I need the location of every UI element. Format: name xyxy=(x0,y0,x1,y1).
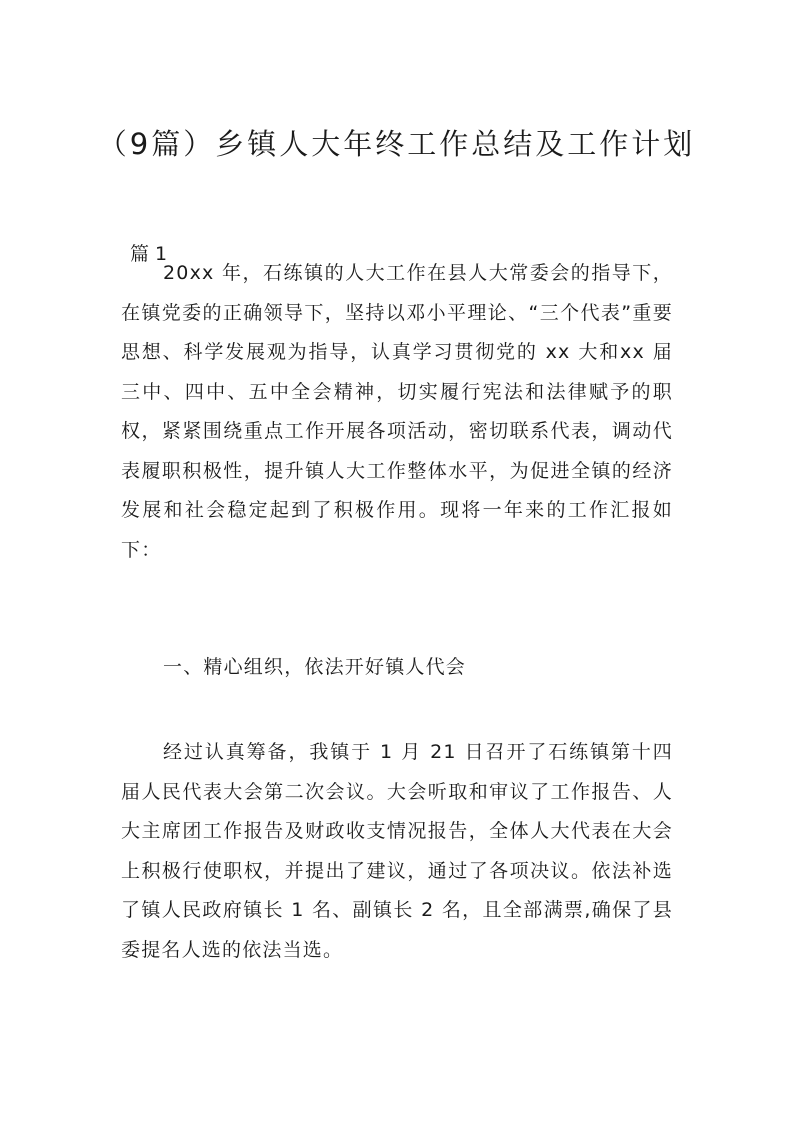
section-label: 篇 1 xyxy=(130,243,168,265)
body-paragraph-intro: 20xx 年，石练镇的人大工作在县人大常委会的指导下，在镇党委的正确领导下，坚持以邓小平理论、“三个代表”重要思想、科学发展观为指导，认真学习贯彻党的 xx 大和xx 届三中、四中、五中全会精神，切实履行宪法和法律赋予的职权，紧紧围绕重点工作开展各项活动，密切联系代表，调动代表履职积极性，提升镇人大工作整体水平，为促进全镇的经济发展和社会稳定起到了积极作用。现将一年来的工作汇报如下： xyxy=(121,262,673,561)
section-heading-1: 一、精心组织，依法开好镇人代会 xyxy=(163,656,467,678)
document-title: （9篇）乡镇人大年终工作总结及工作计划 xyxy=(97,127,696,161)
body-paragraph-1: 经过认真筹备，我镇于 1 月 21 日召开了石练镇第十四届人民代表大会第二次会议。大会听取和审议了工作报告、人大主席团工作报告及财政收支情况报告，全体人大代表在大会上积极行使职权，并提出了建议，通过了各项决议。依法补选了镇人民政府镇长 1 名、副镇长 2 名，且全部满票,确保了县委提名人选的依法当选。 xyxy=(121,741,673,961)
